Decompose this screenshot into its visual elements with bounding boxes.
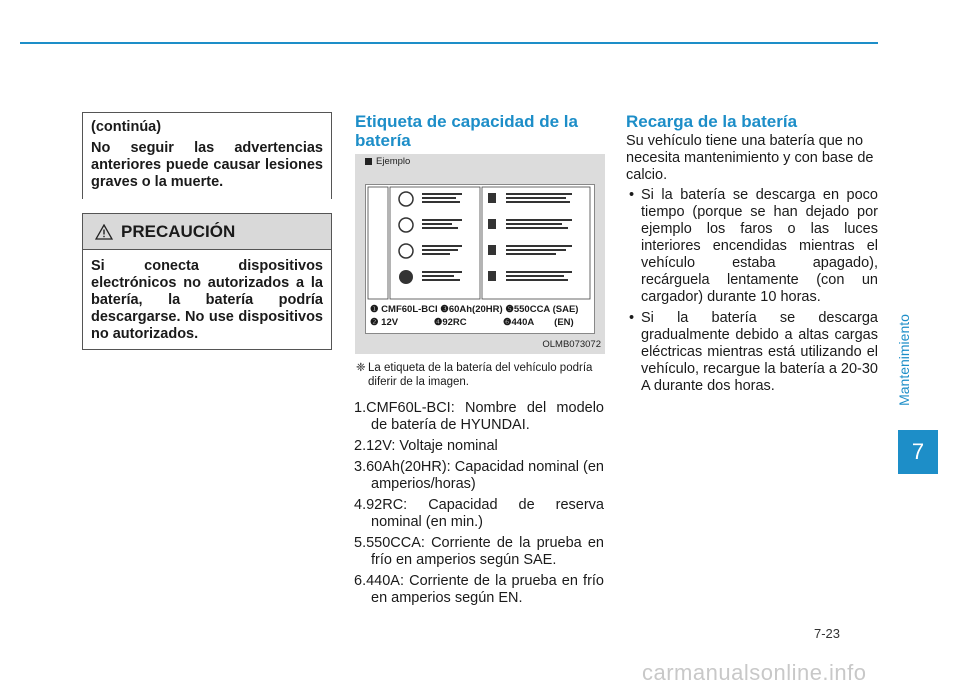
figure-tag <box>365 156 410 167</box>
label-spec-text <box>370 303 578 329</box>
warning-triangle-icon <box>95 224 113 240</box>
list-item: 1.CMF60L-BCI: Nombre del modelo de batería de HYUNDAI. <box>354 400 604 433</box>
section-title-battery-label: Etiqueta de capacidad de la batería <box>355 112 578 150</box>
list-item: 2.12V: Voltaje nominal <box>354 438 498 454</box>
battery-label-image <box>365 184 595 334</box>
caution-text: Si conecta dispositivos electrónicos no autorizados a la batería, la batería podría descargarse. No use dispositivos no autorizados. <box>91 258 323 342</box>
figure-code: OLMB073072 <box>542 339 601 350</box>
header-rule <box>20 42 878 44</box>
label-value-cca: 550CCA <box>513 304 550 315</box>
label-row-2 <box>370 316 578 329</box>
figure-tag-text: Ejemplo <box>376 156 411 167</box>
bullet-text: Si la batería se descarga en poco tiempo (porque se han dejado por ejemplo los faros o las luces interiores encendidas mientras el vehículo estaba apagado), recárguela lentamente (con un cargador) durante 10 horas. <box>641 187 878 305</box>
label-value-capacity: 60Ah(20HR) <box>448 304 503 315</box>
label-marker: ❷ <box>370 317 379 328</box>
label-value-standard-sae: (SAE) <box>552 304 579 315</box>
page-number: 7-23 <box>814 626 841 641</box>
label-row-1 <box>370 303 578 316</box>
label-value-voltage: 12V <box>381 317 399 328</box>
label-marker: ❻ <box>502 317 512 328</box>
label-marker: ❶ <box>370 304 379 315</box>
bullet-icon: • <box>629 187 635 203</box>
recharge-bullets <box>626 187 878 399</box>
battery-label-figure <box>355 154 605 354</box>
label-legend-list <box>354 400 604 611</box>
side-section-label <box>893 300 915 420</box>
label-value-standard-en: (EN) <box>554 317 574 328</box>
caution-title: PRECAUCIÓN <box>121 221 236 241</box>
warning-text: No seguir las advertencias anteriores puede causar lesiones graves o la muerte. <box>91 140 323 190</box>
note-text: La etiqueta de la batería del vehículo podría diferir de la imagen. <box>368 362 593 388</box>
watermark: carmanualsonline.info <box>642 660 867 685</box>
bullet-text: Si la batería se descarga gradualmente debido a altas cargas eléctricas mientras está utilizando el vehículo, recargue la batería a 20-30 A durante dos horas. <box>641 310 878 394</box>
warning-lead: (continúa) <box>91 119 162 135</box>
label-value-model: CMF60L-BCI <box>381 304 438 315</box>
caution-box <box>82 213 332 350</box>
list-item: 5.550CCA: Corriente de la prueba en frío en amperios según SAE. <box>354 535 604 568</box>
label-value-reserve: 92RC <box>442 317 467 328</box>
list-item: 4.92RC: Capacidad de reserva nominal (en min.) <box>354 497 604 530</box>
chapter-tab: 7 <box>898 430 938 474</box>
label-marker: ❺ <box>505 304 514 315</box>
section-title-recharge: Recarga de la batería <box>626 112 798 131</box>
side-section-text: Mantenimiento <box>896 314 912 406</box>
label-marker: ❹ <box>433 317 443 328</box>
list-item <box>626 310 878 395</box>
warning-continued-box <box>82 112 332 199</box>
recharge-intro: Su vehículo tiene una batería que no necesita mantenimiento y con base de calcio. <box>626 133 874 183</box>
label-marker: ❸ <box>440 304 449 315</box>
note-mark: ❈ <box>356 362 366 374</box>
square-bullet-icon <box>365 158 372 165</box>
figure-note <box>356 361 606 389</box>
label-value-en: 440A <box>511 317 535 328</box>
list-item: 6.440A: Corriente de la prueba en frío en amperios según EN. <box>354 573 604 606</box>
list-item <box>626 187 878 306</box>
caution-header <box>83 214 331 250</box>
list-item: 3.60Ah(20HR): Capacidad nominal (en amperios/horas) <box>354 459 604 492</box>
bullet-icon: • <box>629 310 635 326</box>
